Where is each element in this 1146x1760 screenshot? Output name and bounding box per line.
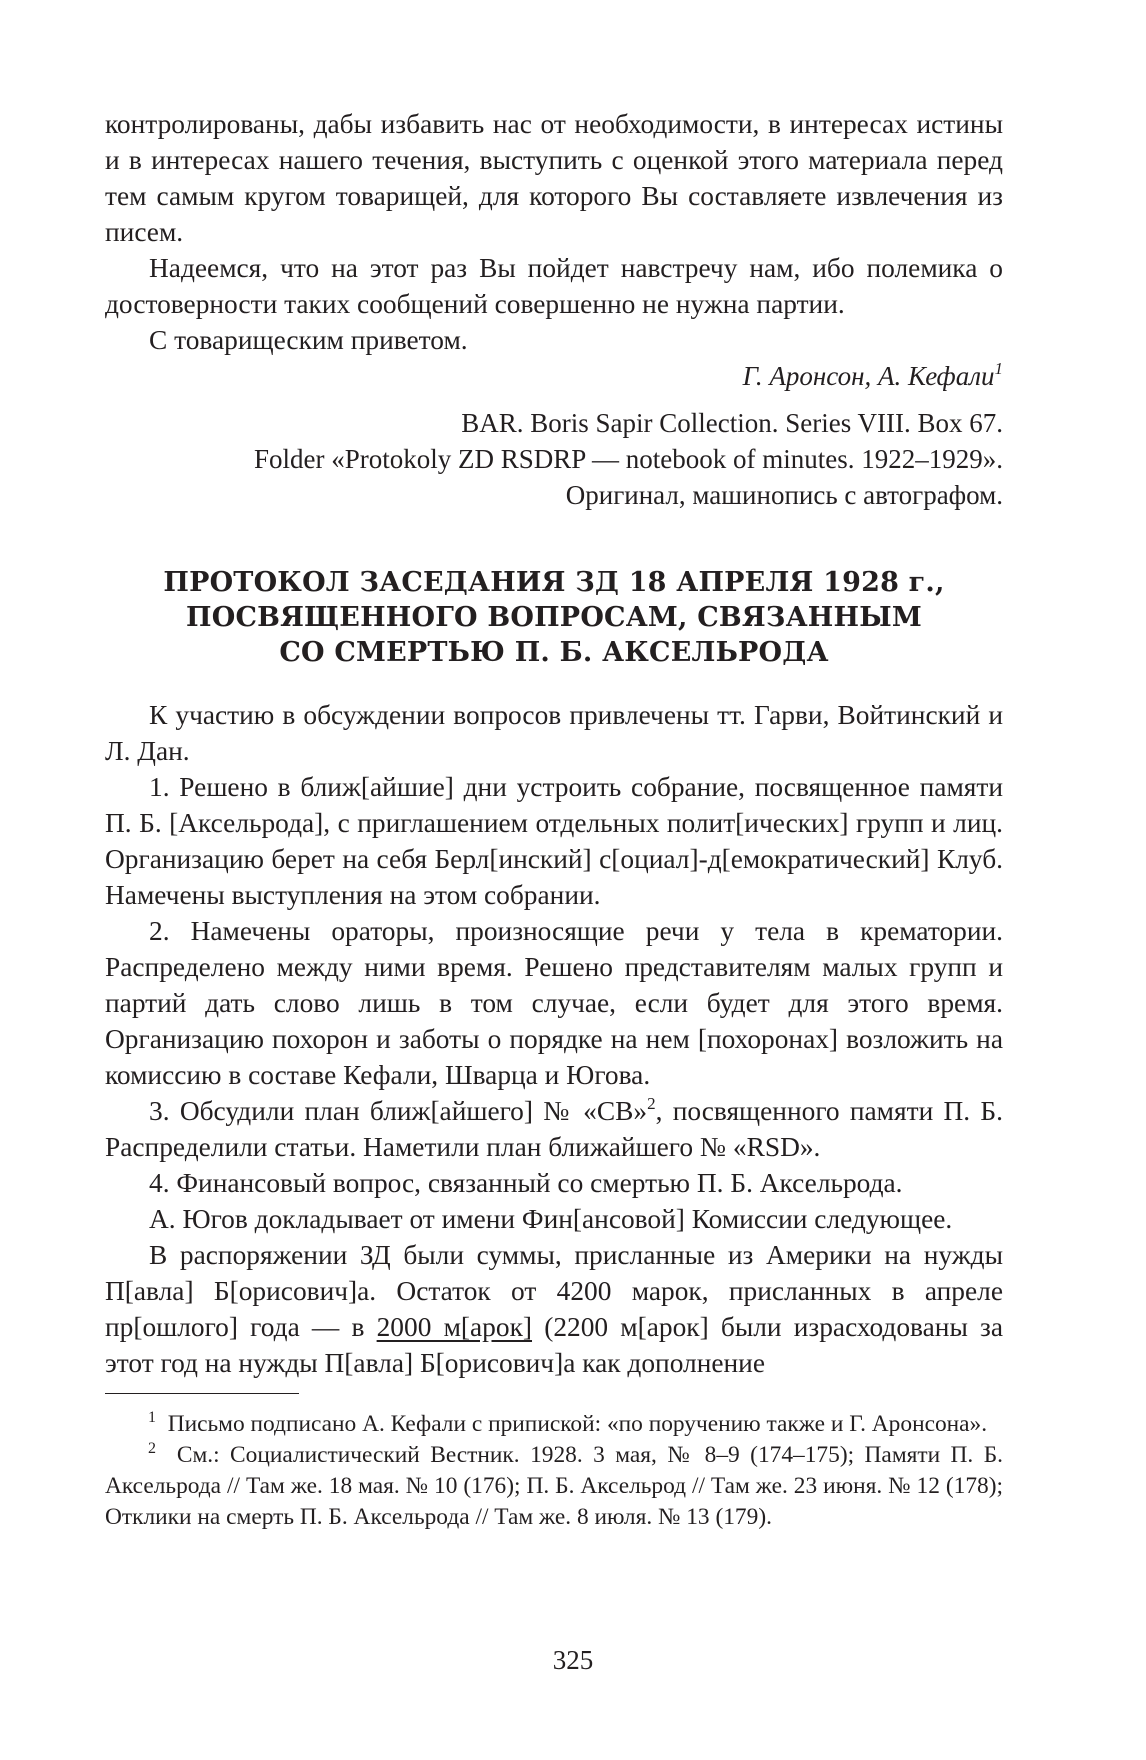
heading-line-3: СО СМЕРТЬЮ П. Б. АКСЕЛЬРОДА [279,637,829,668]
protocol-report: А. Югов докладывает от имени Фин[ансовой] Комиссии следующее. [149,1204,953,1234]
footnote-ref-2: 2 [647,1094,656,1113]
protocol-item-3: 3. Обсудили план ближ[айшего] № «СВ»$^2$, посвященного памяти П. Б. Распределили статьи. Наметили план ближайшего № «RSD». [105,1094,1003,1162]
section-heading [105,565,1003,670]
protocol-item-2: 2. Намечены ораторы, произносящие речи у тела в крематории. Распределено между ними время. Решено представителям малых групп и партий дать слово лишь в том случае, если будет для этого время. Организацию похорон и заботы о порядке на нем [похоронах] возложить на комиссию в составе Кефали, Шварца и Югова. [105,916,1003,1090]
protocol-funds: В распоряжении ЗД были суммы, присланные из Америки на нужды П[авла] Б[орисович]а. Остаток от 4200 марок, присланных в апреле пр[ошлого] года — в 2000 м[арок] (2200 м[арок] были израсходованы за этот год на нужды П[авла] Б[орисович]а как дополнение [105,1240,1004,1378]
protocol-item-4: 4. Финансовый вопрос, связанный со смертью П. Б. Аксельрода. [149,1168,903,1198]
heading-line-2: ПОСВЯЩЕННОГО ВОПРОСАМ, СВЯЗАННЫМ [186,602,922,633]
source-line-1: BAR. Boris Sapir Collection. Series VIII. Box 67. [461,408,1003,438]
protocol-item-1: 1. Решено в ближ[айшие] дни устроить собрание, посвященное памяти П. Б. [Аксельрода], с приглашением отдельных полит[ических] групп и лиц. Организацию берет на себя Берл[инский] с[оциал]-д[емократический] Клуб. Намечены выступления на этом собрании. [105,772,1003,910]
page-number: 325 [552,1645,594,1675]
protocol-body [105,697,1003,1381]
source-line-2: Folder «Protokoly ZD RSDRP — notebook of minutes. 1922–1929». [253,444,1003,474]
heading-line-1: ПРОТОКОЛ ЗАСЕДАНИЯ ЗД 18 АПРЕЛЯ 1928 г., [163,567,945,598]
letter-paragraph: Надеемся, что на этот раз Вы пойдет навстречу нам, ибо полемика о достоверности таких сообщений совершенно не нужна партии. [105,253,1003,319]
footnotes [105,1409,1003,1533]
underlined-amount: 2000 м[арок] [376,1312,533,1342]
footnote-ref-1: 1 [994,359,1003,378]
source-line-3: Оригинал, машинопись с автографом. [565,480,1003,510]
letter-section [105,106,1003,394]
protocol-intro: К участию в обсуждении вопросов привлечены тт. Гарви, Войтинский и Л. Дан. [105,700,1003,766]
letter-signature: Г. Аронсон, А. Кефали$^1$ [742,359,1003,391]
archival-source [105,405,1003,513]
letter-closing: С товарищеским приветом. [149,325,468,355]
footnote-separator [105,1393,299,1394]
letter-continuation: контролированы, дабы избавить нас от необходимости, в интересах истины и в интересах нашего течения, выступить с оценкой этого материала перед тем самым кругом товарищей, для которого Вы составляете извлечения из писем. [105,109,1003,247]
footnote-1: $^1$ Письмо подписано А. Кефали с припиской: «по поручению также и Г. Аронсона». [148,1409,988,1437]
footnote-2: $^2$ См.: Социалистический Вестник. 1928. 3 мая, № 8–9 (174–175); Памяти П. Б. Аксельрода // Там же. 18 мая. № 10 (176); П. Б. Аксельрод // Там же. 23 июня. № 12 (178); Отклики на смерть П. Б. Аксельрода // Там же. 8 июля. № 13 (179). [105,1440,1003,1530]
